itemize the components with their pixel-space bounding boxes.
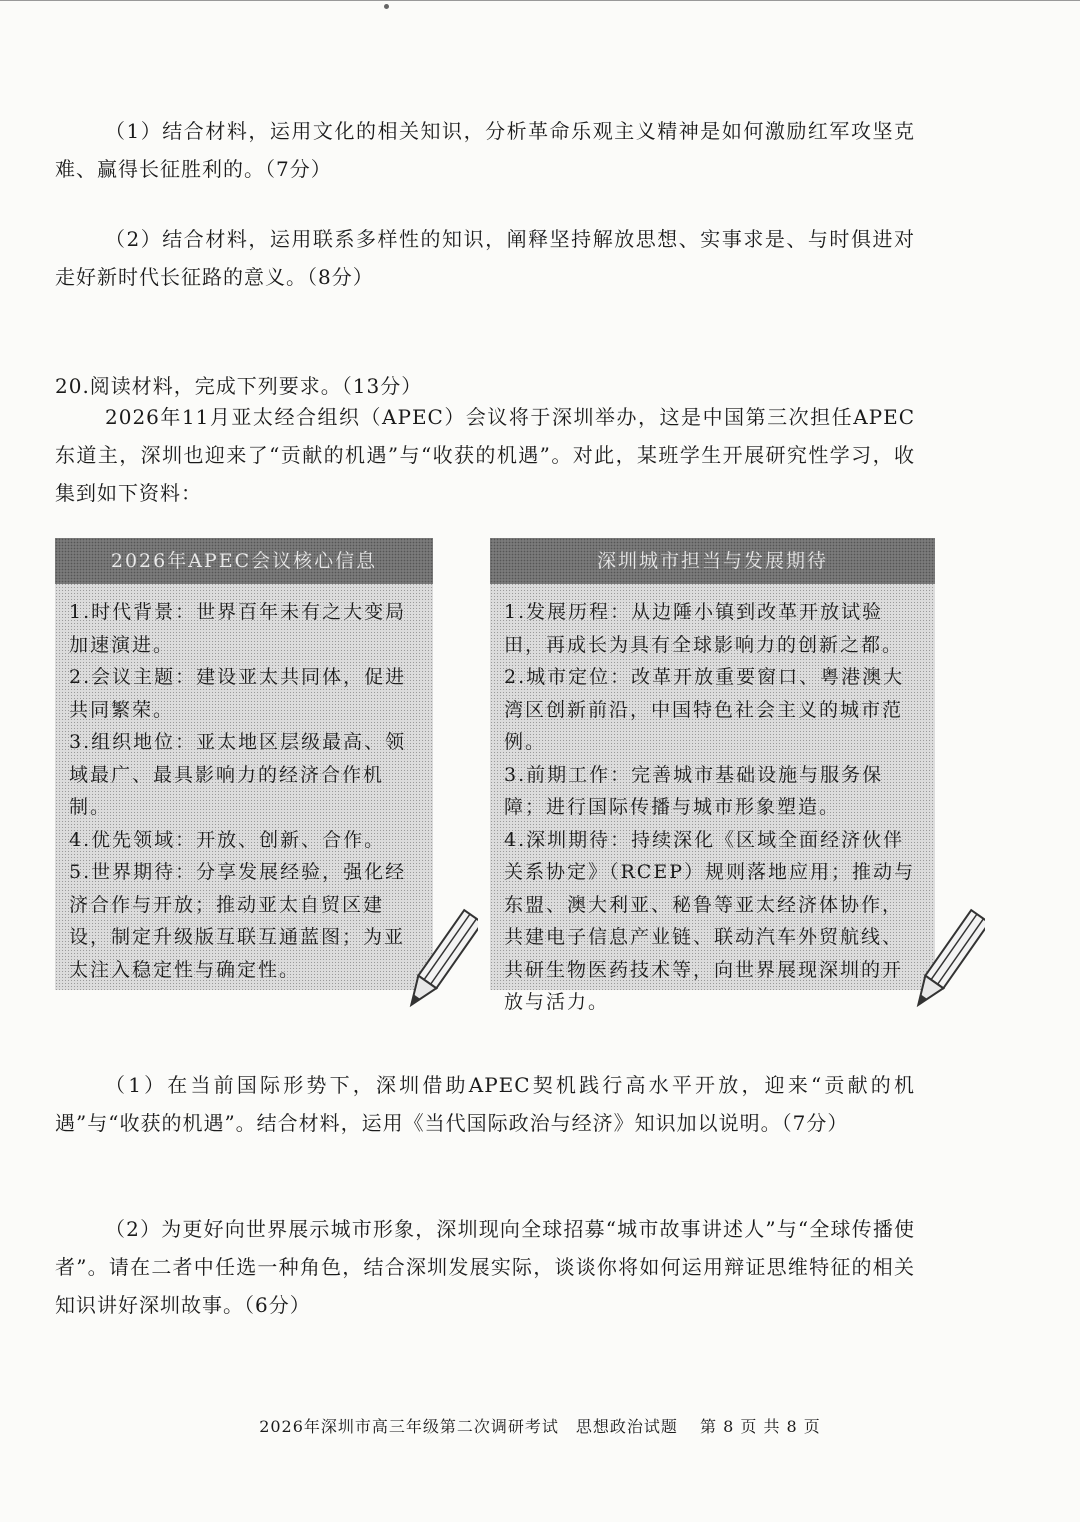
q19-part1: （1）结合材料，运用文化的相关知识，分析革命乐观主义精神是如何激励红军攻坚克难、赢得长征胜利的。（7分） bbox=[55, 119, 915, 181]
list-item: 1.时代背景：世界百年未有之大变局加速演进。 bbox=[69, 601, 407, 656]
list-item: 1.发展历程：从边陲小镇到改革开放试验田，再成长为具有全球影响力的创新之都。 bbox=[504, 601, 904, 656]
q19-part2: （2）结合材料，运用联系多样性的知识，阐释坚持解放思想、实事求是、与时俱进对走好新时代长征路的意义。（8分） bbox=[55, 227, 915, 289]
apec-info-title: 2026年APEC会议核心信息 bbox=[55, 538, 433, 584]
list-item: 3.组织地位：亚太地区层级最高、领域最广、最具影响力的经济合作机制。 bbox=[69, 731, 407, 818]
page-footer bbox=[0, 1414, 1080, 1437]
q20-heading: 20.阅读材料，完成下列要求。（13分） bbox=[55, 374, 423, 398]
q20-intro: 2026年11月亚太经合组织（APEC）会议将于深圳举办，这是中国第三次担任APEC东道主，深圳也迎来了“贡献的机遇”与“收获的机遇”。对此，某班学生开展研究性学习，收集到如下资料： bbox=[55, 405, 915, 505]
shenzhen-info-box bbox=[490, 538, 935, 1013]
scan-mark bbox=[384, 4, 389, 9]
list-item: 2.城市定位：改革开放重要窗口、粤港澳大湾区创新前沿，中国特色社会主义的城市范例。 bbox=[504, 666, 905, 753]
list-item: 4.深圳期待：持续深化《区域全面经济伙伴关系协定》（RCEP）规则落地应用；推动与东盟、澳大利亚、秘鲁等亚太经济体协作，共建电子信息产业链、联动汽车外贸航线、共研生物医药技术等，向世界展现深圳的开放与活力。 bbox=[504, 828, 915, 1013]
footer-title: 2026年深圳市高三年级第二次调研考试 思想政治试题 bbox=[259, 1417, 678, 1436]
list-item: 2.会议主题：建设亚太共同体，促进共同繁荣。 bbox=[69, 666, 407, 721]
pencil-icon bbox=[905, 905, 985, 1025]
apec-info-box bbox=[55, 538, 433, 990]
q20-part2: （2）为更好向世界展示城市形象，深圳现向全球招募“城市故事讲述人”与“全球传播使者”。请在二者中任选一种角色，结合深圳发展实际，谈谈你将如何运用辩证思维特征的相关知识讲好深圳故事。（6分） bbox=[55, 1217, 915, 1317]
shenzhen-info-list bbox=[490, 584, 935, 1019]
list-item: 5.世界期待：分享发展经验，强化经济合作与开放；推动亚太自贸区建设，制定升级版互联互通蓝图；为亚太注入稳定性与确定性。 bbox=[69, 861, 407, 981]
list-item: 3.前期工作：完善城市基础设施与服务保障；进行国际传播与城市形象塑造。 bbox=[504, 763, 884, 818]
apec-info-list bbox=[55, 584, 433, 986]
shenzhen-info-title: 深圳城市担当与发展期待 bbox=[490, 538, 935, 584]
list-item: 4.优先领域：开放、创新、合作。 bbox=[69, 828, 386, 851]
footer-page-number: 第 8 页 共 8 页 bbox=[700, 1417, 821, 1436]
page-top-edge bbox=[0, 0, 1080, 1]
q20-part1: （1）在当前国际形势下，深圳借助APEC契机践行高水平开放，迎来“贡献的机遇”与“收获的机遇”。结合材料，运用《当代国际政治与经济》知识加以说明。（7分） bbox=[55, 1073, 915, 1135]
pencil-icon bbox=[398, 905, 478, 1025]
